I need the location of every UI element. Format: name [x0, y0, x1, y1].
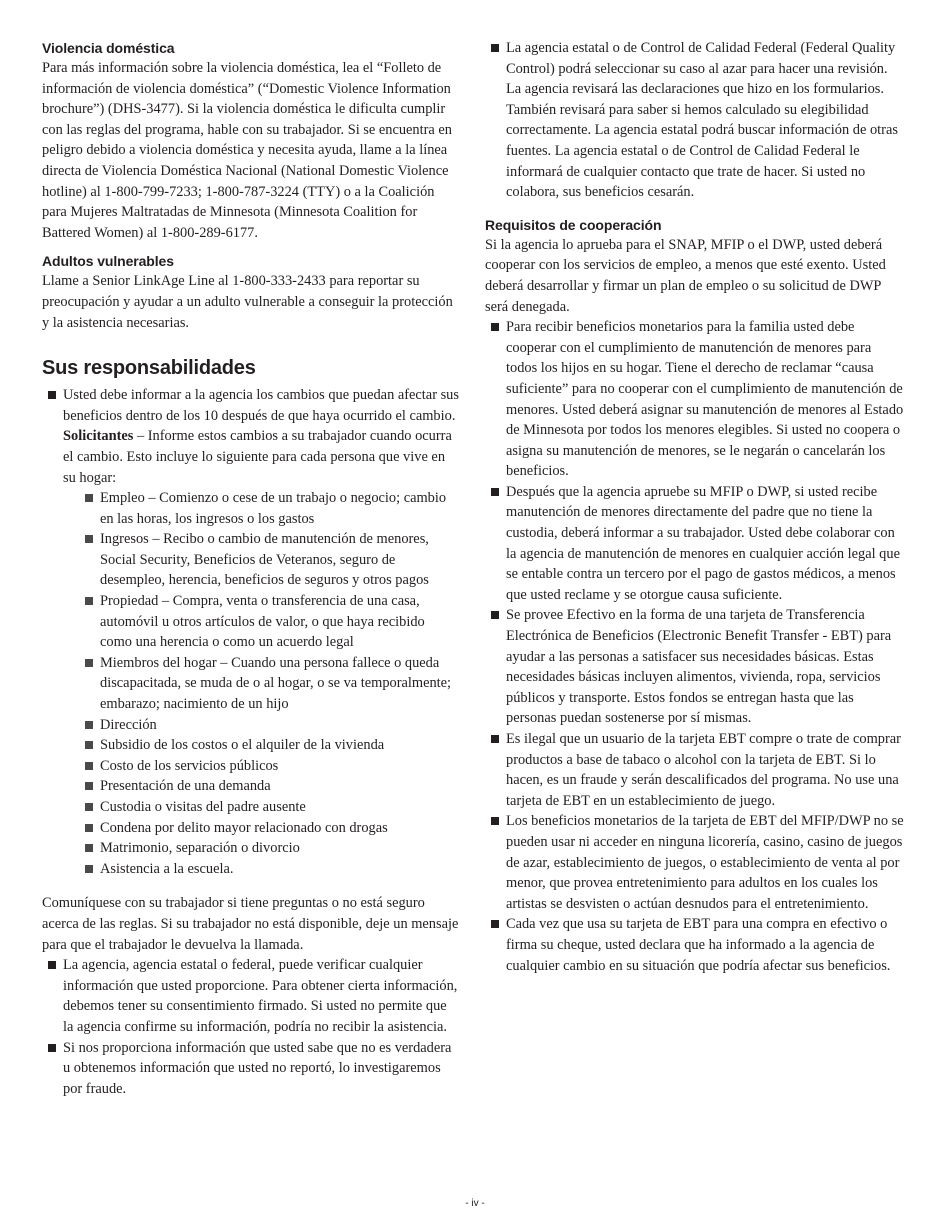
cooperation-item: Es ilegal que un usuario de la tarjeta EBT compre o trate de comprar productos a base de tabaco o alcohol con la tarjeta de EBT. Si lo hacen, es un fraude y serán descalificados del programa. No use una tarjeta de EBT en un establecimiento de juego. — [485, 729, 905, 811]
left-column — [42, 38, 460, 1099]
quality-control-list — [485, 38, 905, 203]
cooperation-item: Se provee Efectivo en la forma de una tarjeta de Transferencia Electrónica de Beneficios (Electronic Benefit Transfer - EBT) para ayudar a las personas a satisfacer sus necesidades básicas. Estas necesidades básicas incluyen alimentos, vivienda, ropa, servicios públicos y transporte. Estos fondos se entregan hasta que las personas puedan sostenerse por sí mismas. — [485, 605, 905, 729]
change-item: Presentación de una demanda — [79, 776, 460, 797]
right-column — [485, 38, 905, 976]
cooperation-item: Los beneficios monetarios de la tarjeta de EBT del MFIP/DWP no se pueden usar ni acceder en ninguna licorería, casino, casino de juegos de azar, establecimiento de juegos, o establecimiento de venta al por menor, que provea entretenimiento para adultos en los cuales los artistas se desvisten o actúan desnudos para el entretenimiento. — [485, 811, 905, 914]
cooperation-item: Para recibir beneficios monetarios para la familia usted debe cooperar con el cumplimiento de manutención de menores para todos los hijos en su hogar. Tiene el derecho de reclamar “causa suficiente” para no cooperar con el cumplimiento de manutención de menores. Usted deberá asignar su manutención de menores al Estado de Minnesota por todos los menores elegibles. Si usted no coopera o asigna su manutención de menores, se le negarán o cancelarán los beneficios. — [485, 317, 905, 482]
page-number: - iv - — [465, 1198, 485, 1209]
change-item: Dirección — [79, 715, 460, 736]
adultos-heading: Adultos vulnerables — [42, 253, 174, 270]
cooperation-list — [485, 317, 905, 976]
change-item: Propiedad – Compra, venta o transferencia de una casa, automóvil u otros artículos de valor, o que haya recibido como una herencia o como un acuerdo legal — [79, 591, 460, 653]
report-changes-text-b: – Informe estos cambios a su trabajador cuando ocurra el cambio. Esto incluye lo siguiente para cada persona que vive en su hogar: — [63, 428, 452, 486]
cooperacion-heading: Requisitos de cooperación — [485, 216, 662, 233]
adultos-paragraph: Llame a Senior LinkAge Line al 1-800-333-2433 para reportar su preocupación y ayudar a un adulto vulnerable a conseguir la protección y la asistencia necesarias. — [42, 273, 453, 331]
contact-paragraph: Comuníquese con su trabajador si tiene preguntas o no está seguro acerca de las reglas. Si su trabajador no está disponible, deje un mensaje para que el trabajador le devuelva la llamada. — [42, 895, 459, 953]
change-item: Asistencia a la escuela. — [79, 859, 460, 880]
change-item: Empleo – Comienzo o cese de un trabajo o negocio; cambio en las horas, los ingresos o los gastos — [79, 488, 460, 529]
cooperation-item: Después que la agencia apruebe su MFIP o DWP, si usted recibe manutención de menores directamente del padre que no tiene la custodia, deberá informar a su trabajador. Usted debe colaborar con la agencia de manutención de menores en cualquier acción legal que se entable contra un tercero por el pago de gastos médicos, a menos que usted reclame y se otorgue causa suficiente. — [485, 482, 905, 606]
verify-list — [42, 955, 460, 1099]
change-item: Custodia o visitas del padre ausente — [79, 797, 460, 818]
violencia-heading: Violencia doméstica — [42, 40, 175, 56]
change-item: Matrimonio, separación o divorcio — [79, 838, 460, 859]
fraud-item: Si nos proporciona información que usted sabe que no es verdadera u obtenemos información que usted no reportó, lo investigaremos por fraude. — [42, 1038, 460, 1100]
cooperacion-paragraph: Si la agencia lo aprueba para el SNAP, MFIP o el DWP, usted deberá cooperar con los servicios de empleo, a menos que esté exento. Usted deberá desarrollar y firmar un plan de empleo o su solicitud de DWP será denegada. — [485, 236, 886, 315]
solicitantes-label: Solicitantes — [63, 428, 134, 445]
verify-item: La agencia, agencia estatal o federal, puede verificar cualquier información que usted proporcione. Para obtener cierta información, debemos tener su consentimiento firmado. Si usted no permite que la agencia confirme su información, podría no recibir la asistencia. — [42, 955, 460, 1037]
violencia-paragraph: Para más información sobre la violencia doméstica, lea el “Folleto de información de violencia doméstica” (“Domestic Violence Information brochure”) (DHS-3477). Si la violencia doméstica le dificulta cumplir con las reglas del programa, hable con su trabajador. Si se encuentra en peligro debido a violencia doméstica y necesita ayuda, llame a la línea directa de Violencia Doméstica Nacional (National Domestic Violence hotline) al 1-800-799-7233; 1-800-787-3224 (TTY) o a la Coalición para Mujeres Maltratadas de Minnesota (Minnesota Coalition for Battered Women) al 1-800-289-6177. — [42, 60, 452, 241]
change-item: Costo de los servicios públicos — [79, 756, 460, 777]
change-item: Subsidio de los costos o el alquiler de la vivienda — [79, 735, 460, 756]
change-item: Miembros del hogar – Cuando una persona fallece o queda discapacitada, se muda de o al hogar, o se va temporalmente; embarazo; nacimiento de un hijo — [79, 653, 460, 715]
report-changes-item — [42, 385, 460, 879]
quality-control-item: La agencia estatal o de Control de Calidad Federal (Federal Quality Control) podrá seleccionar su caso al azar para hacer una revisión. La agencia revisará las declaraciones que hizo en los formularios. También revisará para saber si hemos calculado su elegibilidad correctamente. La agencia estatal podrá buscar información de otras fuentes. La agencia estatal o de Control de Calidad Federal le informará de cualquier contacto que trate de hacer. Si usted no colabora, sus beneficios cesarán. — [485, 38, 905, 203]
responsabilidades-heading: Sus responsabilidades — [42, 357, 256, 380]
report-changes-text-a: Usted debe informar a la agencia los cambios que puedan afectar sus beneficios dentro de los 10 después de que haya ocurrido el cambio. — [63, 387, 459, 424]
change-item: Ingresos – Recibo o cambio de manutención de menores, Social Security, Beneficios de Veteranos, seguro de desempleo, herencia, beneficios de seguros y otros pagos — [79, 529, 460, 591]
cooperation-item: Cada vez que usa su tarjeta de EBT para una compra en efectivo o firma su cheque, usted declara que ha informado a la agencia de cualquier cambio en su situación que podría afectar sus beneficios. — [485, 914, 905, 976]
change-item: Condena por delito mayor relacionado con drogas — [79, 818, 460, 839]
responsibilities-list — [42, 385, 460, 879]
changes-sublist — [79, 488, 460, 879]
